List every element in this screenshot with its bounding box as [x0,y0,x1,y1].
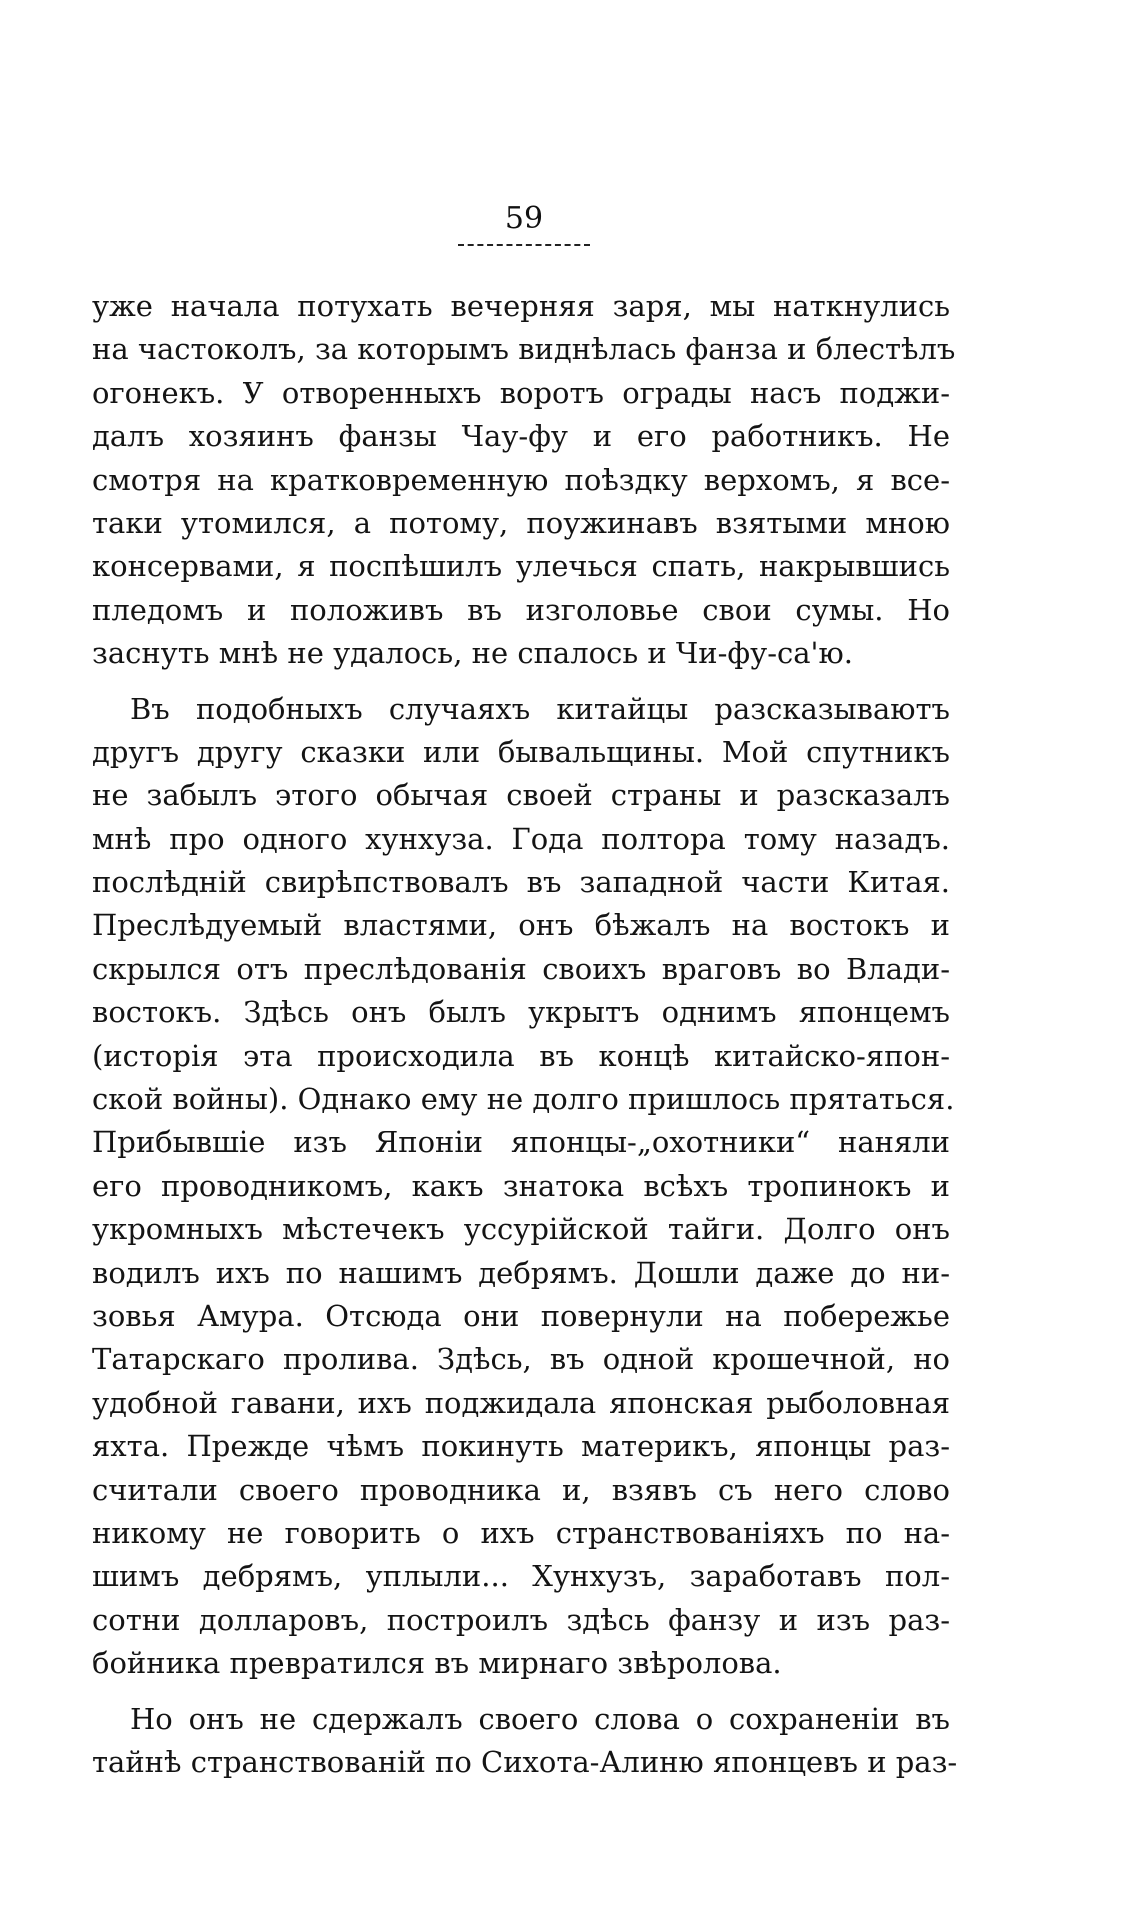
body-text [92,285,958,1784]
text-line: его проводникомъ, какъ знатока всѣхъ тропинокъ и [92,1168,950,1203]
text-line: сотни долларовъ, построилъ здѣсь фанзу и изъ раз- [92,1602,950,1637]
text-line: Татарскаго пролива. Здѣсь, въ одной крошечной, но [92,1342,950,1377]
text-line: шимъ дебрямъ, уплыли... Хунхузъ, заработавъ пол- [92,1559,950,1594]
text-line: на частоколъ, за которымъ виднѣлась фанза и блестѣлъ [92,332,956,367]
text-line: востокъ. Здѣсь онъ былъ укрытъ однимъ японцемъ [92,995,950,1030]
text-line: не забылъ этого обычая своей страны и разсказалъ [92,778,950,813]
text-line: послѣднiй свирѣпствовалъ въ западной части Китая. [92,865,950,900]
text-line: бойника превратился въ мирнаго звѣролова. [92,1646,782,1681]
text-line: удобной гавани, ихъ поджидала японская рыболовная [92,1385,950,1420]
text-line: далъ хозяинъ фанзы Чау-фу и его работникъ. Не [92,419,950,454]
text-line: мнѣ про одного хунхуза. Года полтора тому назадъ. [92,821,950,856]
text-line: (исторiя эта происходила въ концѣ китайско-япон- [92,1038,950,1073]
text-line: таки утомился, а потому, поужинавъ взятыми мною [92,505,950,540]
text-line: укромныхъ мѣстечекъ уссурiйской тайги. Долго онъ [92,1212,950,1247]
text-line: другъ другу сказки или бывальщины. Мой спутникъ [92,734,950,769]
text-line: Въ подобныхъ случаяхъ китайцы разсказываютъ [130,691,950,726]
text-line: Прибывшiе изъ Японiи японцы-„охотники“ наняли [92,1125,950,1160]
text-line: яхта. Прежде чѣмъ покинуть материкъ, японцы раз- [92,1429,950,1464]
text-line: Но онъ не сдержалъ своего слова о сохраненiи въ [130,1701,950,1736]
text-line: зовья Амура. Отсюда они повернули на побережье [92,1298,950,1333]
text-line: пледомъ и положивъ въ изголовье свои сумы. Но [92,592,950,627]
text-line: консервами, я поспѣшилъ улечься спать, накрывшись [92,549,950,584]
page-header [456,200,592,246]
text-line: уже начала потухать вечерняя заря, мы наткнулись [92,289,950,323]
text-line: никому не говорить о ихъ странствованiяхъ по на- [92,1515,950,1550]
page-number-rule [458,244,590,246]
text-line: водилъ ихъ по нашимъ дебрямъ. Дошли даже до ни- [92,1255,950,1290]
paragraph-gap [92,676,950,688]
text-line: огонекъ. У отворенныхъ воротъ ограды насъ поджи- [92,375,950,410]
text-line: ской войны). Однако ему не долго пришлось прятаться. [92,1082,955,1117]
text-line: считали своего проводника и, взявъ съ него слово [92,1472,950,1507]
text-line: заснуть мнѣ не удалось, не спалось и Чи-фу-са'ю. [92,636,853,671]
text-line: скрылся отъ преслѣдованiя своихъ враговъ во Влади- [92,951,950,986]
page-number: 59 [504,201,544,236]
text-line: смотря на кратковременную поѣздку верхомъ, я все- [92,462,950,497]
text-line: тайнѣ странствованiй по Сихота-Алиню японцевъ и раз- [92,1744,958,1779]
text-line: Преслѣдуемый властями, онъ бѣжалъ на востокъ и [92,908,950,943]
paragraph-gap [92,1686,950,1698]
